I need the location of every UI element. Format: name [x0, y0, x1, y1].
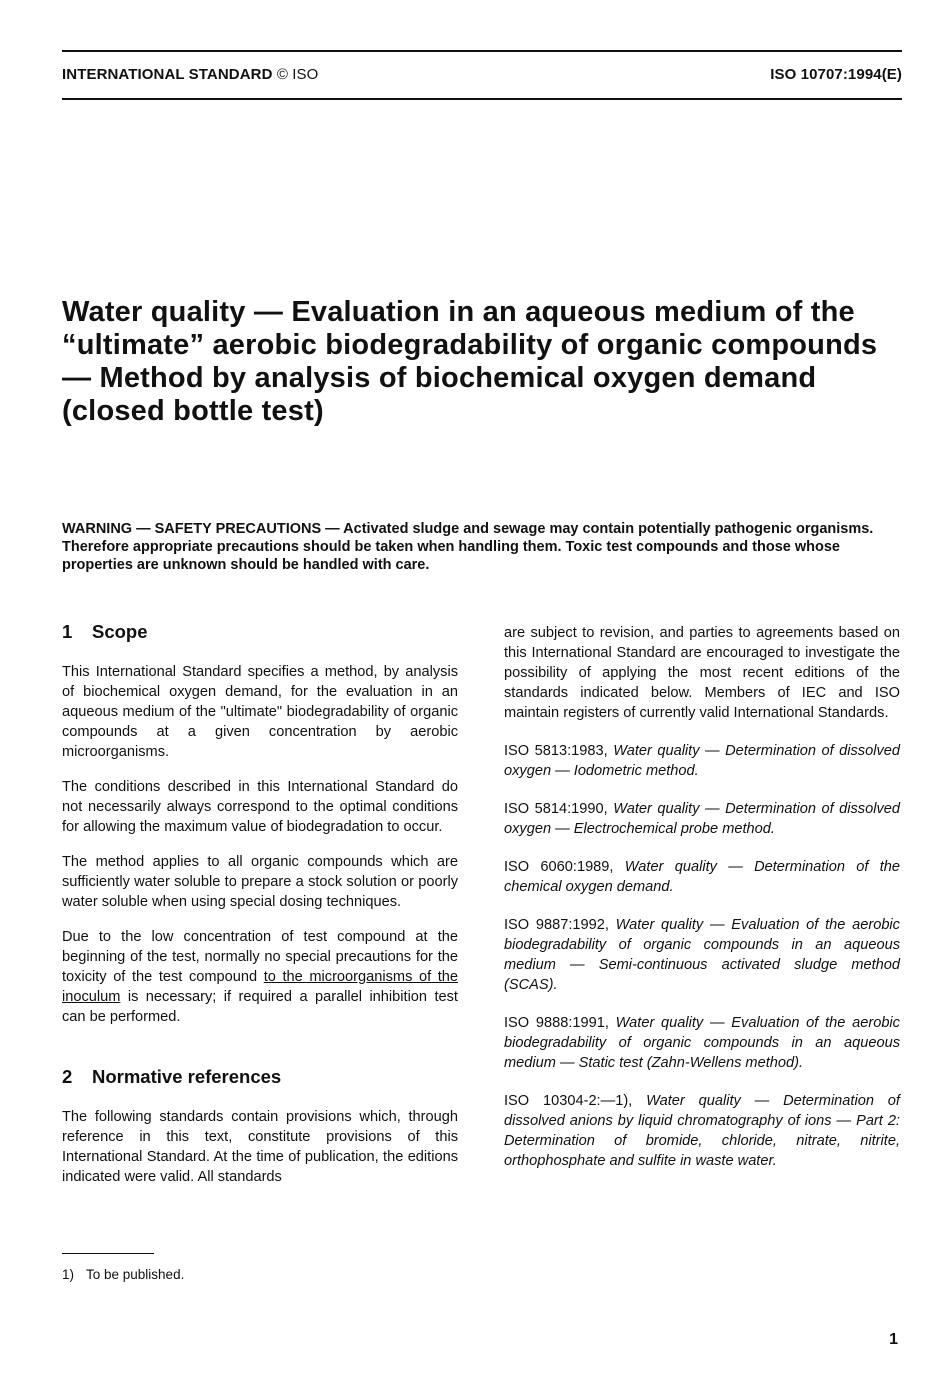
right-column: [504, 623, 900, 1189]
safety-warning: WARNING — SAFETY PRECAUTIONS — Activated sludge and sewage may contain potentially pathogenic organisms. Therefore appropriate precautions should be taken when handling them. Toxic test compounds and those whose properties are unknown should be handled with care.: [62, 521, 874, 573]
scope-p4-underlined: to the microorganisms of the inoculum: [62, 969, 459, 1005]
scope-paragraph-3: The method applies to all organic compounds which are sufficiently water soluble to prepare a stock solution or poorly water soluble when using special dosing techniques.: [62, 854, 458, 910]
header-doc-id: ISO 10707:1994(E): [770, 66, 902, 83]
reference-item: ISO 10304-2:—1), Water quality — Determination of dissolved anions by liquid chromatography of ions — Part 2: Determination of bromide, chloride, nitrate, nitrite, orthophosphate and sulfite in waste water.: [504, 1093, 900, 1169]
header-bottom-rule: [62, 98, 902, 100]
scope-heading: [62, 620, 458, 644]
document-title: Water quality — Evaluation in an aqueous medium of the “ultimate” aerobic biodegradability of organic compounds — Method by analysis of biochemical oxygen demand (closed bottle test): [62, 296, 878, 427]
header-top-rule: [62, 50, 902, 52]
normative-number: 2: [62, 1066, 73, 1087]
header-left: [62, 66, 318, 83]
footnote-text: To be published.: [86, 1267, 185, 1282]
scope-heading-text: Scope: [92, 621, 148, 642]
left-column: [62, 620, 458, 1202]
scope-p4-end: is necessary; if required a parallel inhibition test can be performed.: [62, 989, 458, 1025]
normative-heading-text: Normative references: [92, 1066, 282, 1087]
scope-paragraph-2: The conditions described in this International Standard do not necessarily always correspond to the optimal conditions for allowing the maximum value of biodegradation to occur.: [62, 779, 458, 835]
scope-paragraph-1: This International Standard specifies a method, by analysis of biochemical oxygen demand, for the evaluation in an aqueous medium of the "ultimate" biodegradability of organic compounds at a given concentration by aerobic microorganisms.: [62, 664, 458, 760]
reference-item: ISO 9888:1991, Water quality — Evaluation of the aerobic biodegradability of organic compounds in an aqueous medium — Static test (Zahn-Wellens method).: [504, 1015, 900, 1071]
footnote-rule: [62, 1253, 154, 1254]
normative-heading: [62, 1065, 458, 1089]
normative-paragraph-1-cont: are subject to revision, and parties to agreements based on this International Standard are encouraged to investigate the possibility of applying the most recent editions of the standards indicated below. Members of IEC and ISO maintain registers of currently valid International Standards.: [504, 625, 900, 721]
reference-item: ISO 9887:1992, Water quality — Evaluation of the aerobic biodegradability of organic compounds in an aqueous medium — Semi-continuous activated sludge method (SCAS).: [504, 917, 900, 993]
scope-number: 1: [62, 621, 73, 642]
reference-item: ISO 6060:1989, Water quality — Determination of the chemical oxygen demand.: [504, 859, 900, 895]
reference-item: ISO 5814:1990, Water quality — Determination of dissolved oxygen — Electrochemical probe method.: [504, 801, 900, 837]
footnote: [62, 1267, 184, 1282]
footnote-mark: 1): [62, 1267, 75, 1282]
scope-paragraph-4: [62, 927, 458, 1027]
scope-p4-start: Due to the low concentration of test compound at the beginning of the test, normally no special precautions for the toxicity of the test compound: [62, 929, 458, 985]
normative-paragraph-1: The following standards contain provisions which, through reference in this text, constitute provisions of this International Standard. At the time of publication, the editions indicated were valid. All standards: [62, 1109, 458, 1185]
page-number: 1: [889, 1331, 898, 1348]
header-copyright: © ISO: [276, 66, 319, 83]
header-standard-label: INTERNATIONAL STANDARD: [62, 66, 273, 83]
reference-item: ISO 5813:1983, Water quality — Determination of dissolved oxygen — Iodometric method.: [504, 743, 900, 779]
